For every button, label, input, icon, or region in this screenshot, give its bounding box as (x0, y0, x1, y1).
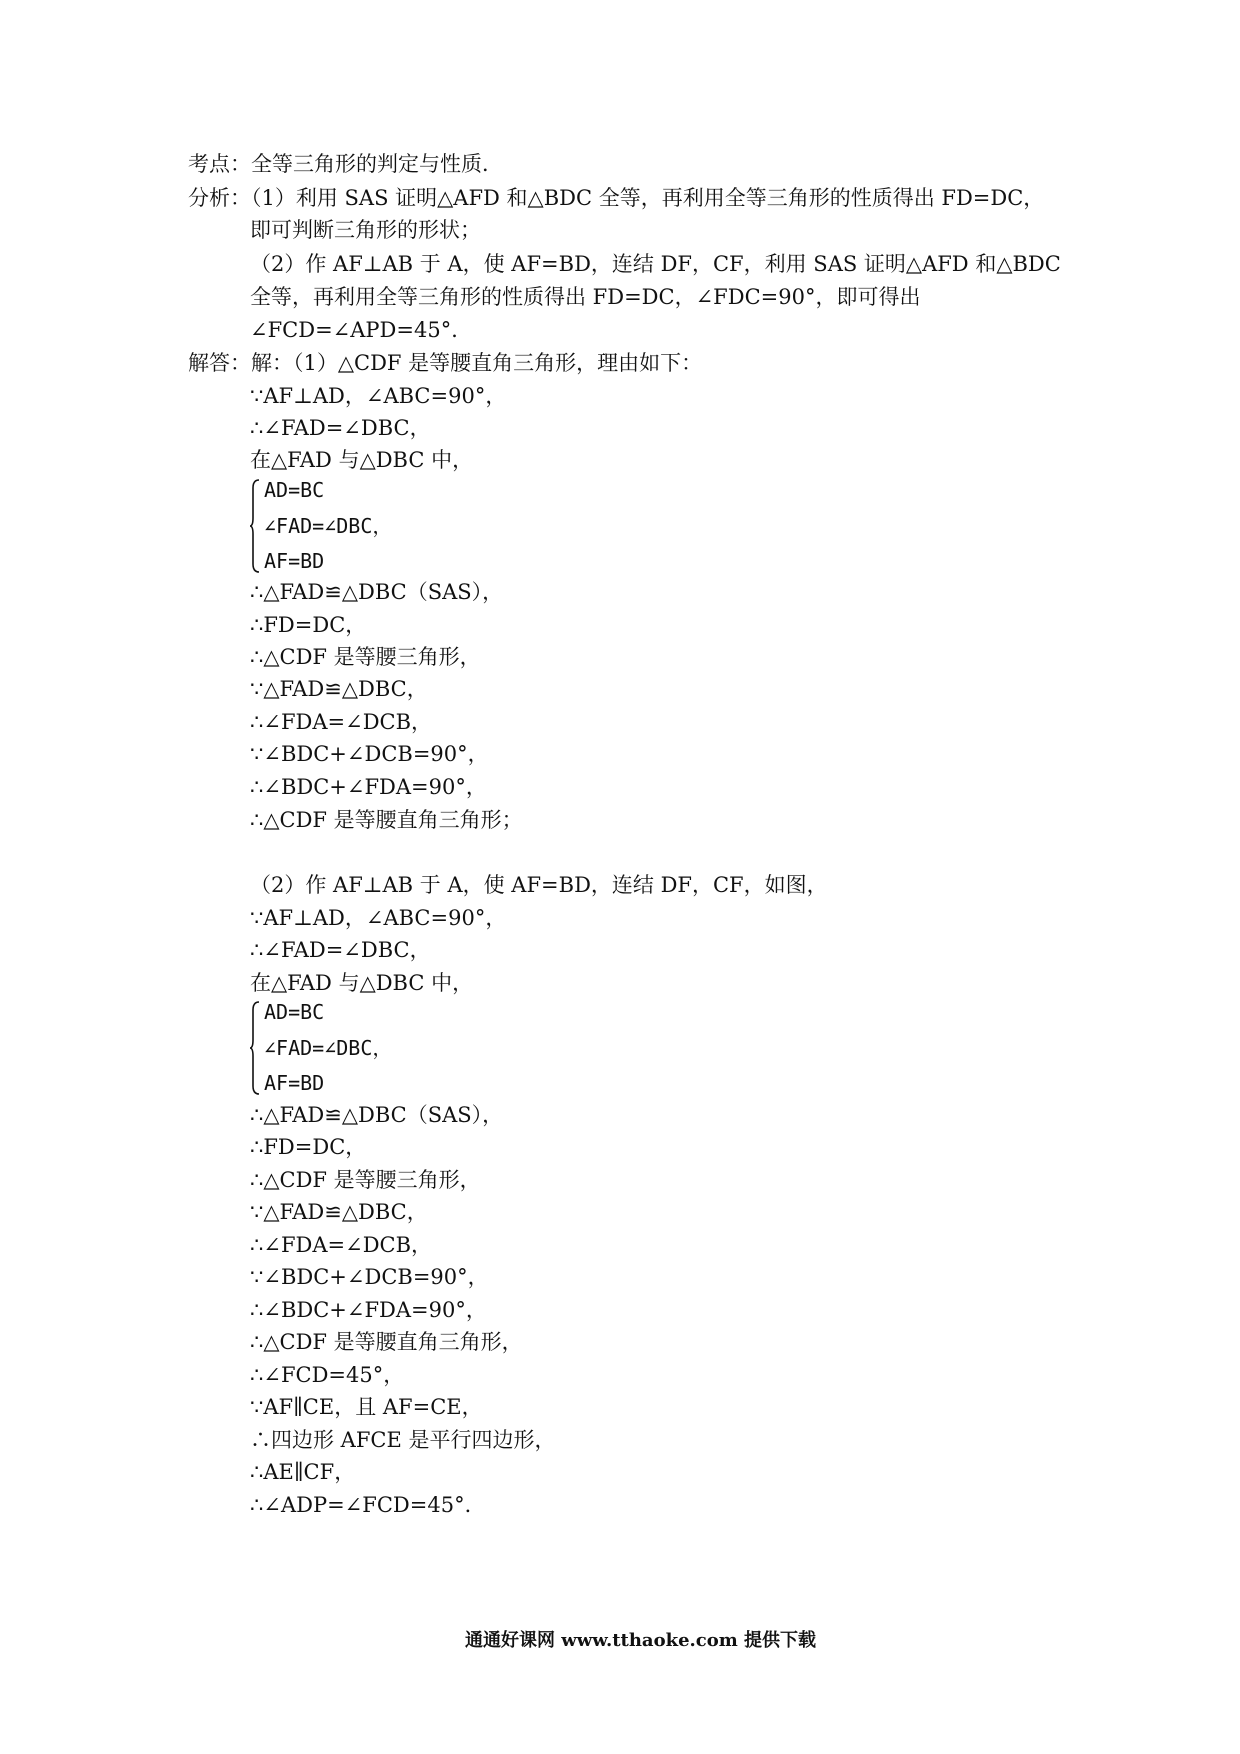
part1-line-6: ∴△CDF 是等腰三角形， (250, 645, 481, 669)
part2-line-15: ∴AE∥CF， (250, 1460, 356, 1484)
part2-line-9: ∵∠BDC+∠DCB=90°， (250, 1265, 489, 1289)
part1-line-8: ∴∠FDA=∠DCB， (250, 710, 433, 734)
fenxi-line-2: 即可判断三角形的形状； (250, 218, 481, 242)
page-footer: 通通好课网 www.tthaoke.com 提供下载 (465, 1630, 817, 1651)
part2-line-6: ∴△CDF 是等腰三角形， (250, 1168, 481, 1192)
part2-line-2: ∴∠FAD=∠DBC， (250, 938, 431, 962)
part2-line-7: ∵△FAD≌△DBC， (250, 1200, 428, 1224)
left-brace-icon (250, 1000, 260, 1096)
part1-line-4: ∴△FAD≌△DBC（SAS）， (250, 580, 504, 604)
part2-line-1: ∵AF⊥AD，∠ABC=90°， (250, 906, 507, 930)
part1-line-1: ∵AF⊥AD，∠ABC=90°， (250, 384, 507, 408)
part2-line-3: 在△FAD 与△DBC 中， (250, 971, 474, 995)
fenxi-line-3: （2）作 AF⊥AB 于 A，使 AF=BD，连结 DF，CF，利用 SAS 证明△AFD 和△BDC (250, 252, 1061, 276)
fenxi-line-5: ∠FCD=∠APD=45°． (250, 318, 473, 342)
part2-line-13: ∵AF∥CE，且 AF=CE， (250, 1395, 483, 1419)
part1-brace-system (250, 478, 450, 576)
part2-brace-line-3: AF=BD (264, 1071, 325, 1095)
part1-brace-line-1: AD=BC (264, 478, 325, 502)
part2-line-5: ∴FD=DC， (250, 1135, 367, 1159)
part2-line-8: ∴∠FDA=∠DCB， (250, 1233, 433, 1257)
part2-brace-line-2: ∠FAD=∠DBC， (264, 1036, 393, 1060)
kaodian-line: 考点：全等三角形的判定与性质． (188, 152, 503, 176)
part1-line-7: ∵△FAD≌△DBC， (250, 677, 428, 701)
part1-line-5: ∴FD=DC， (250, 613, 367, 637)
part1-line-10: ∴∠BDC+∠FDA=90°， (250, 775, 487, 799)
part2-line-0: （2）作 AF⊥AB 于 A，使 AF=BD，连结 DF，CF，如图， (250, 873, 828, 897)
part2-line-16: ∴∠ADP=∠FCD=45°． (250, 1493, 486, 1517)
part2-line-4: ∴△FAD≌△DBC（SAS）， (250, 1103, 504, 1127)
part2-line-10: ∴∠BDC+∠FDA=90°， (250, 1298, 487, 1322)
part2-brace-system (250, 1000, 450, 1098)
part1-line-11: ∴△CDF 是等腰直角三角形； (250, 808, 523, 832)
part1-line-3: 在△FAD 与△DBC 中， (250, 448, 474, 472)
part1-line-9: ∵∠BDC+∠DCB=90°， (250, 742, 489, 766)
part1-brace-line-3: AF=BD (264, 549, 325, 573)
part1-brace-line-2: ∠FAD=∠DBC， (264, 514, 393, 538)
jieda-line: 解答：解：（1）△CDF 是等腰直角三角形，理由如下： (188, 351, 703, 375)
fenxi-line-4: 全等，再利用全等三角形的性质得出 FD=DC，∠FDC=90°，即可得出 (250, 285, 921, 309)
fenxi-line-1: 分析：（1）利用 SAS 证明△AFD 和△BDC 全等，再利用全等三角形的性质得出 FD=DC， (188, 186, 1045, 210)
part2-line-11: ∴△CDF 是等腰直角三角形， (250, 1330, 523, 1354)
part2-line-14: ∴四边形 AFCE 是平行四边形， (250, 1428, 556, 1452)
part2-brace-line-1: AD=BC (264, 1000, 325, 1024)
part2-line-12: ∴∠FCD=45°， (250, 1363, 405, 1387)
part1-line-2: ∴∠FAD=∠DBC， (250, 416, 431, 440)
left-brace-icon (250, 478, 260, 574)
